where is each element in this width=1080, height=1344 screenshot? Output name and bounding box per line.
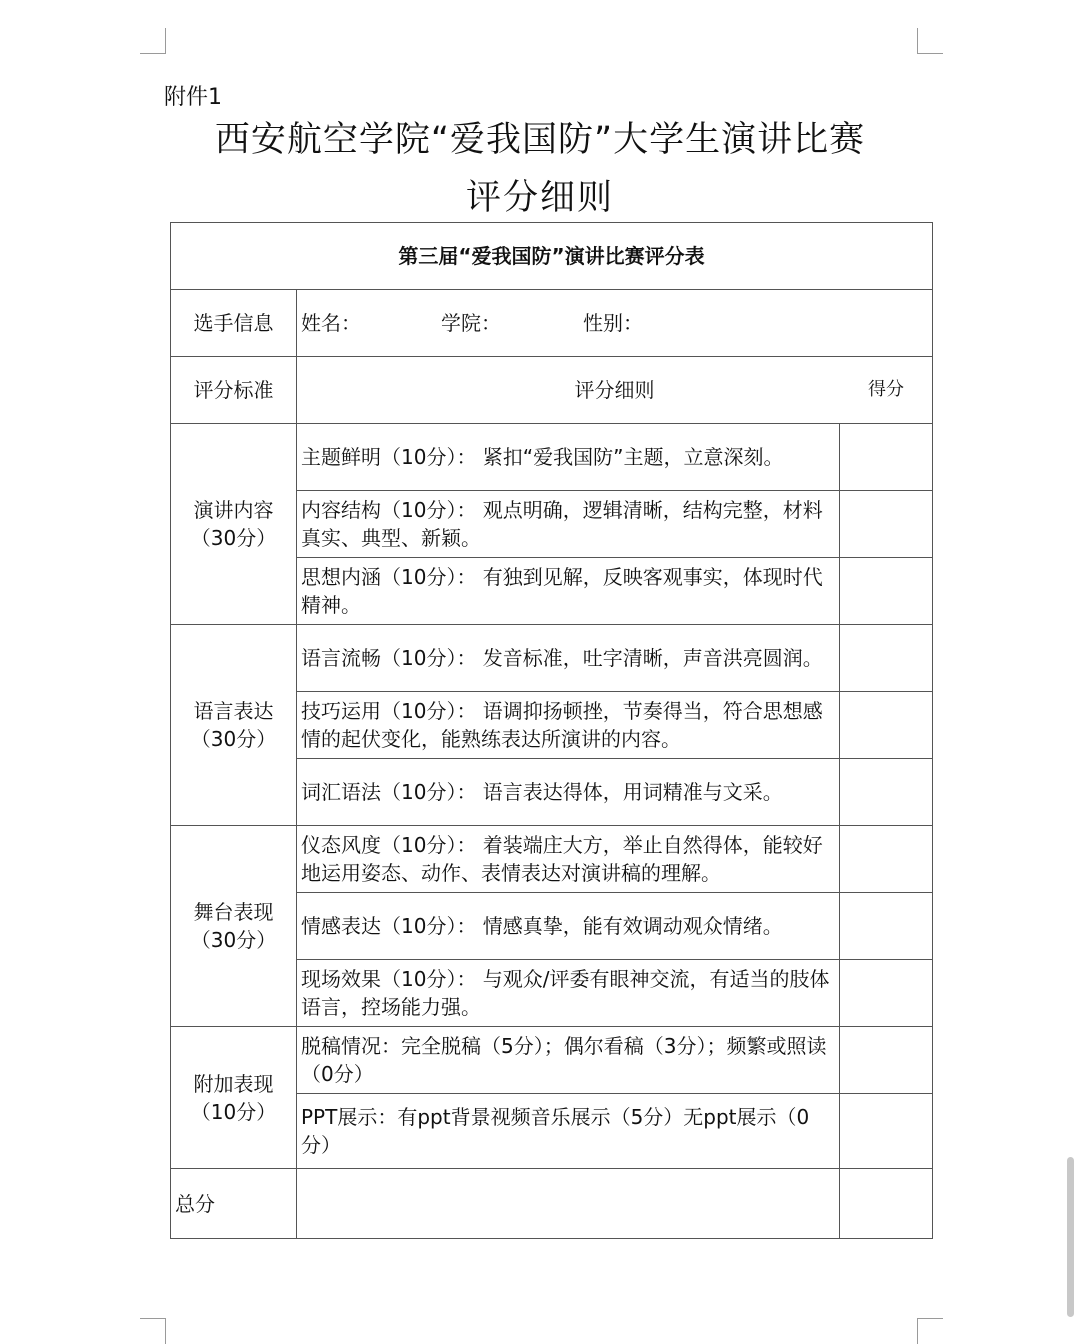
score-cell[interactable]	[840, 893, 933, 960]
crop-mark-top-right	[917, 28, 943, 54]
category-label: 语言表达（30分）	[171, 625, 297, 826]
criterion-text: PPT展示：有ppt背景视频音乐展示（5分）无ppt展示（0分）	[297, 1094, 840, 1169]
criterion-text: 思想内涵（10分）： 有独到见解，反映客观事实，体现时代精神。	[297, 558, 840, 625]
name-field-label: 姓名：	[301, 311, 361, 335]
score-cell[interactable]	[840, 960, 933, 1027]
criteria-row	[171, 826, 933, 893]
criteria-row	[171, 625, 933, 692]
contestant-info-fields	[297, 290, 933, 357]
score-cell[interactable]	[840, 759, 933, 826]
crop-mark-bottom-left	[140, 1318, 166, 1344]
contestant-info-label: 选手信息	[171, 290, 297, 357]
contestant-info-row	[171, 290, 933, 357]
score-cell[interactable]	[840, 424, 933, 491]
attachment-label: 附件1	[164, 85, 222, 110]
criterion-text: 技巧运用（10分）： 语调抑扬顿挫，节奏得当，符合思想感情的起伏变化，能熟练表达所演讲的内容。	[297, 692, 840, 759]
score-cell[interactable]	[840, 491, 933, 558]
score-cell[interactable]	[840, 1027, 933, 1094]
crop-mark-bottom-right	[917, 1318, 943, 1344]
score-cell[interactable]	[840, 558, 933, 625]
column-header-details-score	[297, 357, 933, 424]
criterion-text: 仪态风度（10分）： 着装端庄大方，举止自然得体，能较好地运用姿态、动作、表情表达对演讲稿的理解。	[297, 826, 840, 893]
gender-field-label: 性别：	[583, 311, 643, 335]
criterion-text: 语言流畅（10分）： 发音标准，吐字清晰，声音洪亮圆润。	[297, 625, 840, 692]
criterion-text: 情感表达（10分）： 情感真挚，能有效调动观众情绪。	[297, 893, 840, 960]
total-row	[171, 1169, 933, 1239]
total-blank-cell	[297, 1169, 840, 1239]
column-header-category: 评分标准	[171, 357, 297, 424]
column-header-score: 得分	[868, 379, 905, 400]
category-label: 舞台表现（30分）	[171, 826, 297, 1027]
vertical-scrollbar[interactable]	[1067, 1157, 1074, 1317]
score-cell[interactable]	[840, 692, 933, 759]
document-subtitle: 评分细则	[465, 178, 614, 218]
criteria-row	[171, 1027, 933, 1094]
category-label: 演讲内容（30分）	[171, 424, 297, 625]
college-field-label: 学院：	[441, 311, 501, 335]
criterion-text: 词汇语法（10分）： 语言表达得体，用词精准与文采。	[297, 759, 840, 826]
column-header-details: 评分细则	[574, 378, 655, 402]
criterion-text: 脱稿情况：完全脱稿（5分）；偶尔看稿（3分）；频繁或照读（0分）	[297, 1027, 840, 1094]
score-cell[interactable]	[840, 625, 933, 692]
document-title: 西安航空学院“爱我国防”大学生演讲比赛	[214, 120, 866, 160]
category-label: 附加表现（10分）	[171, 1027, 297, 1169]
score-cell[interactable]	[840, 1094, 933, 1169]
criteria-row	[171, 424, 933, 491]
criterion-text: 内容结构（10分）： 观点明确，逻辑清晰，结构完整，材料真实、典型、新颖。	[297, 491, 840, 558]
total-score-cell[interactable]	[840, 1169, 933, 1239]
scoring-table	[170, 222, 933, 1239]
table-caption: 第三届“爱我国防”演讲比赛评分表	[171, 223, 933, 290]
table-caption-row	[171, 223, 933, 290]
crop-mark-top-left	[140, 28, 166, 54]
column-header-row	[171, 357, 933, 424]
criterion-text: 主题鲜明（10分）： 紧扣“爱我国防”主题，立意深刻。	[297, 424, 840, 491]
criterion-text: 现场效果（10分）： 与观众/评委有眼神交流，有适当的肢体语言，控场能力强。	[297, 960, 840, 1027]
score-cell[interactable]	[840, 826, 933, 893]
total-label: 总分	[171, 1169, 297, 1239]
